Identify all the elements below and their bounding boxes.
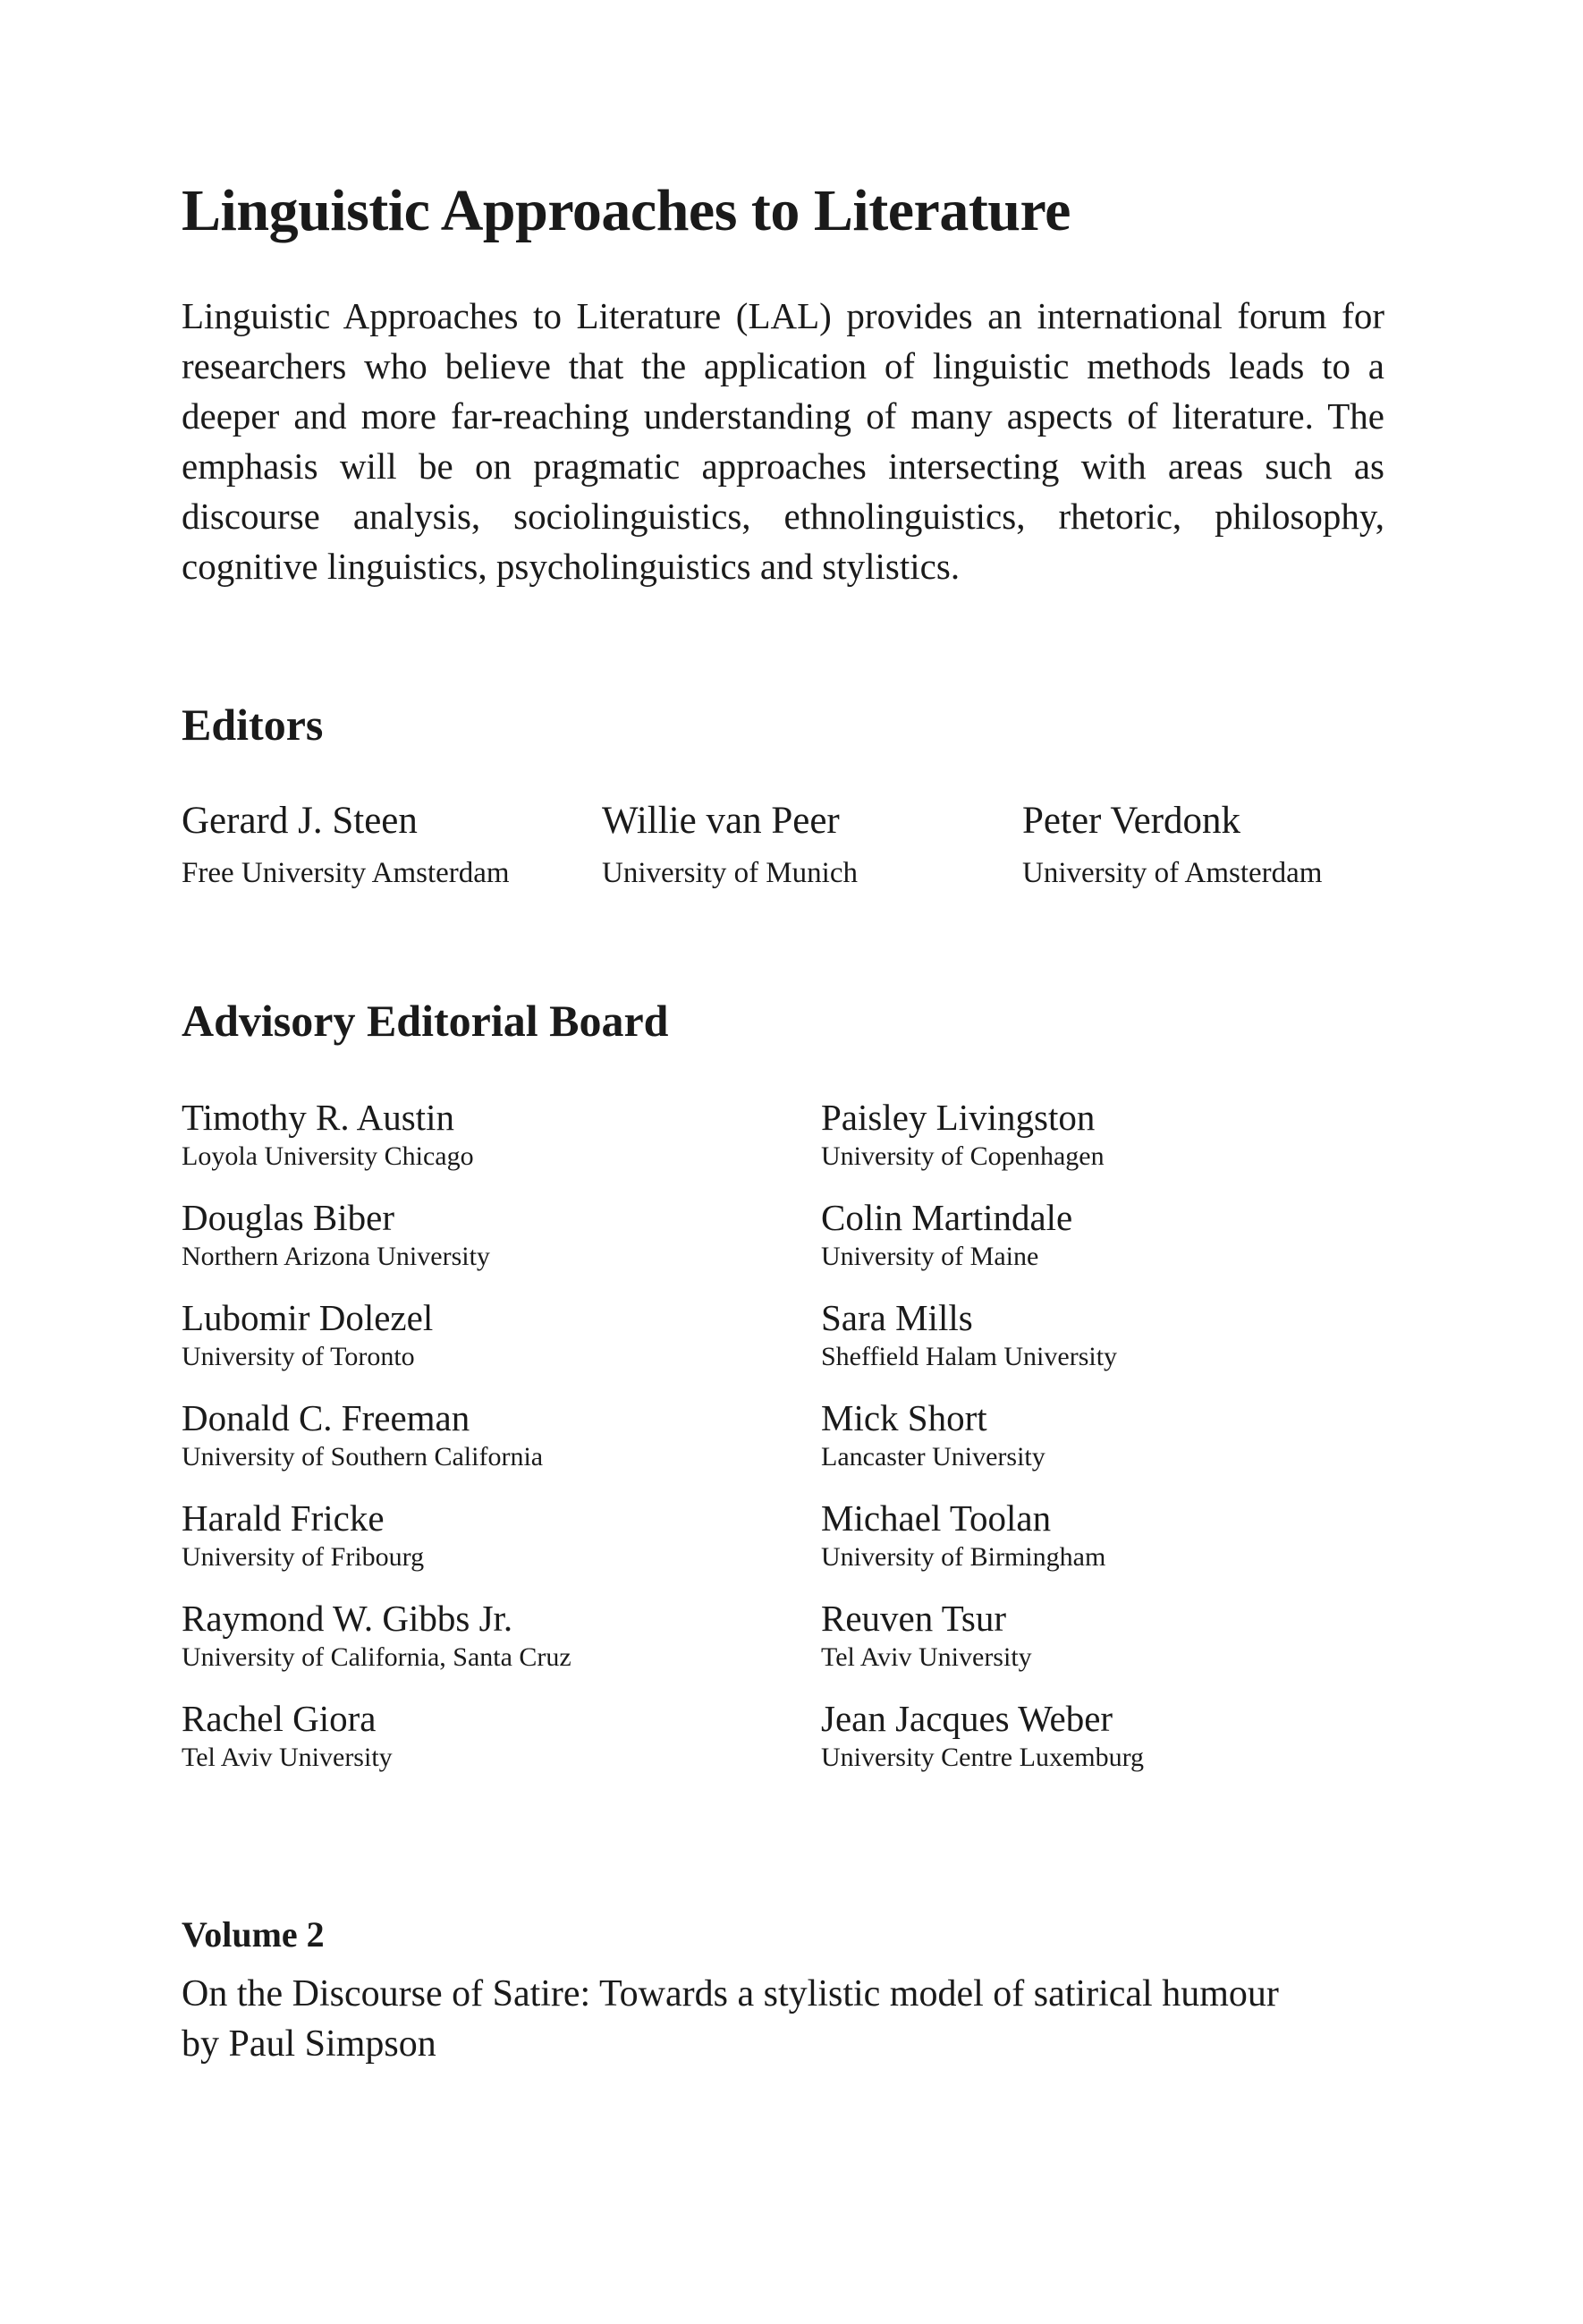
advisory-board-list [182, 1092, 1384, 1794]
board-member [821, 1192, 1384, 1293]
board-member [182, 1192, 821, 1293]
volume-title-line: On the Discourse of Satire: Towards a stylistic model of satirical humour [182, 1972, 1279, 2014]
board-member-name: Colin Martindale [821, 1196, 1073, 1238]
volume-label: Volume 2 [182, 1913, 325, 1955]
board-member-affiliation: University of Birmingham [821, 1541, 1106, 1572]
editor-affiliation: University of Munich [602, 856, 858, 889]
board-member [821, 1493, 1384, 1593]
board-member-name: Timothy R. Austin [182, 1096, 454, 1138]
board-member [182, 1092, 821, 1192]
board-member-affiliation: Northern Arizona University [182, 1241, 490, 1271]
board-member-affiliation: Tel Aviv University [182, 1742, 393, 1772]
board-member [182, 1393, 821, 1493]
editor-entry [1022, 796, 1384, 891]
volume-title [182, 1969, 1344, 2069]
board-member-affiliation: University of California, Santa Cruz [182, 1641, 571, 1672]
board-member [182, 1593, 821, 1693]
board-member-name: Sara Mills [821, 1296, 973, 1338]
board-member-affiliation: University of Toronto [182, 1341, 415, 1371]
board-member-name: Michael Toolan [821, 1497, 1052, 1539]
editor-name: Gerard J. Steen [182, 799, 418, 842]
board-member-name: Donald C. Freeman [182, 1396, 470, 1438]
advisory-board-heading: Advisory Editorial Board [182, 995, 669, 1046]
board-member [182, 1293, 821, 1393]
editor-entry [182, 796, 602, 891]
editor-entry [602, 796, 1022, 891]
editor-name: Willie van Peer [602, 799, 840, 842]
board-member-name: Reuven Tsur [821, 1597, 1007, 1639]
board-member-name: Harald Fricke [182, 1497, 385, 1539]
board-member-affiliation: Tel Aviv University [821, 1641, 1032, 1672]
volume-author-line: by Paul Simpson [182, 2023, 436, 2065]
series-title: Linguistic Approaches to Literature [182, 178, 1071, 243]
board-member [821, 1593, 1384, 1693]
board-member-name: Paisley Livingston [821, 1096, 1096, 1138]
board-member [182, 1493, 821, 1593]
board-member-affiliation: Sheffield Halam University [821, 1341, 1118, 1371]
editors-heading: Editors [182, 699, 324, 750]
series-page-content [182, 179, 1384, 2069]
editors-list [182, 796, 1384, 891]
board-member-affiliation: University of Maine [821, 1241, 1039, 1271]
board-member-affiliation: Loyola University Chicago [182, 1141, 474, 1171]
board-member [821, 1092, 1384, 1192]
series-description: Linguistic Approaches to Literature (LAL) provides an international forum for researchers who believe that the application of linguistic methods leads to a deeper and more far-reaching understanding of many aspects of literature. The emphasis will be on pragmatic approaches intersecting with areas such as discourse analysis, sociolinguistics, ethnolinguistics, rhetoric, philosophy, cognitive linguistics, psycholinguistics and stylistics. [182, 294, 1384, 587]
board-member-affiliation: University Centre Luxemburg [821, 1742, 1145, 1772]
board-member [182, 1693, 821, 1794]
board-member [821, 1393, 1384, 1493]
board-member-affiliation: University of Fribourg [182, 1541, 425, 1572]
board-member [821, 1693, 1384, 1794]
editor-name: Peter Verdonk [1022, 799, 1241, 842]
board-member-name: Jean Jacques Weber [821, 1697, 1113, 1739]
board-member-name: Douglas Biber [182, 1196, 394, 1238]
board-member-affiliation: University of Copenhagen [821, 1141, 1105, 1171]
editor-affiliation: University of Amsterdam [1022, 856, 1323, 889]
board-member [821, 1293, 1384, 1393]
board-member-name: Rachel Giora [182, 1697, 377, 1739]
board-member-name: Lubomir Dolezel [182, 1296, 434, 1338]
board-member-affiliation: University of Southern California [182, 1441, 544, 1472]
editor-affiliation: Free University Amsterdam [182, 856, 510, 889]
board-member-affiliation: Lancaster University [821, 1441, 1045, 1472]
board-member-name: Mick Short [821, 1396, 987, 1438]
board-member-name: Raymond W. Gibbs Jr. [182, 1597, 513, 1639]
